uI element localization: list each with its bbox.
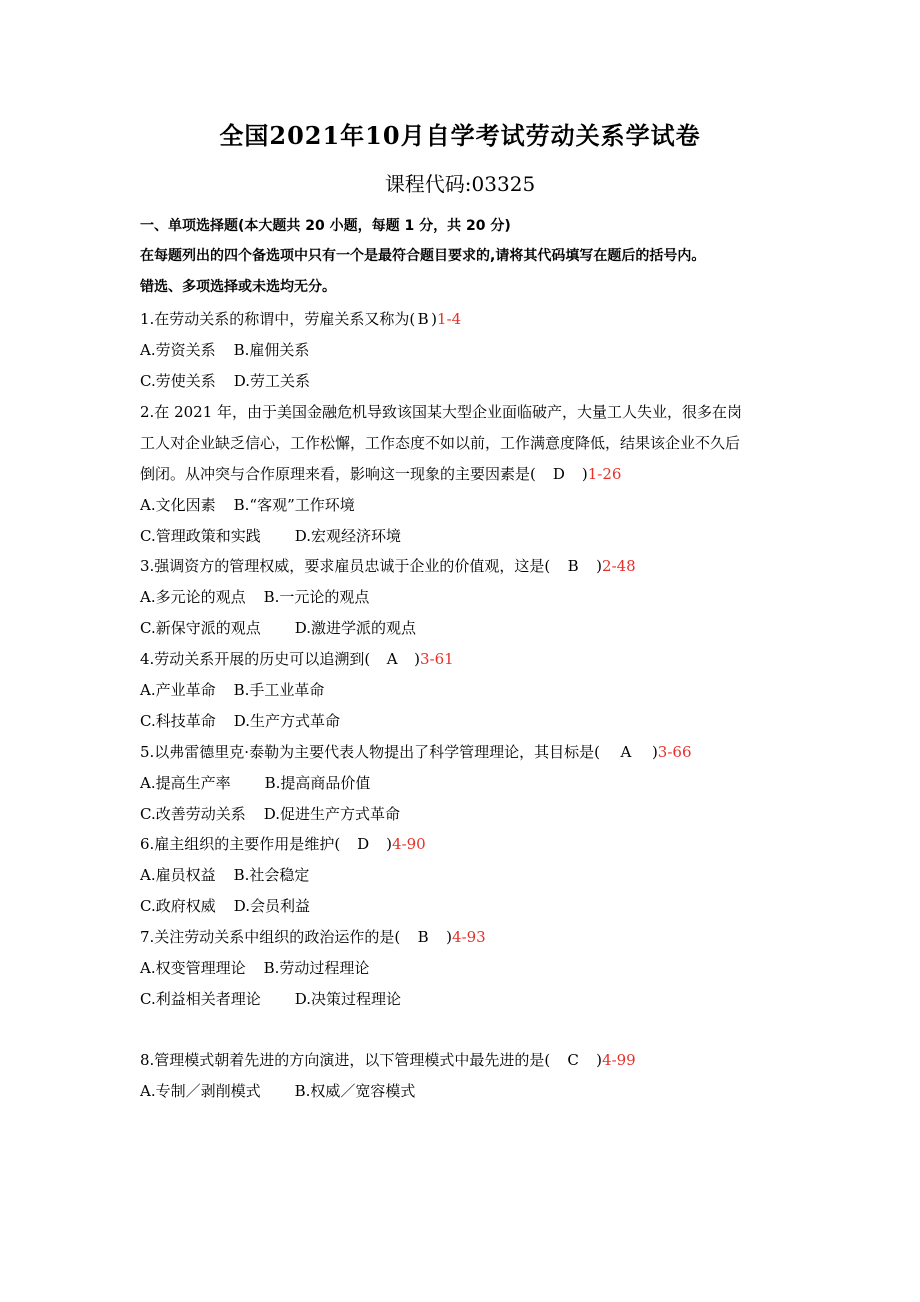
- page-reference: 4-90: [392, 835, 426, 853]
- answer-letter: D: [552, 465, 565, 483]
- page-reference: 2-48: [602, 557, 636, 575]
- question-1-stem: 1.在劳动关系的称谓中，劳雇关系又称为( B )1-4: [140, 310, 462, 328]
- question-4-options-cd: C.科技革命 D.生产方式革命: [140, 712, 340, 730]
- answer-letter: B: [417, 310, 429, 328]
- question-2-stem-line-2: 工人对企业缺乏信心，工作松懈，工作态度不如以前，工作满意度降低，结果该企业不久后: [140, 434, 741, 452]
- question-8-options-ab: A.专制／剥削模式 B.权威／宽容模式: [140, 1082, 416, 1100]
- answer-letter: B: [417, 928, 429, 946]
- question-7-options-ab: A.权变管理理论 B.劳动过程理论: [140, 959, 370, 977]
- question-1-options-cd: C.劳使关系 D.劳工关系: [140, 372, 310, 390]
- question-7-stem: 7.关注劳动关系中组织的政治运作的是( B )4-93: [140, 928, 486, 946]
- question-1-options-ab: A.劳资关系 B.雇佣关系: [140, 341, 310, 359]
- question-2-options-cd: C.管理政策和实践 D.宏观经济环境: [140, 527, 401, 545]
- page-reference: 1-26: [587, 465, 622, 483]
- question-3-options-ab: A.多元论的观点 B.一元论的观点: [140, 588, 370, 606]
- question-5-options-cd: C.改善劳动关系 D.促进生产方式革命: [140, 805, 400, 823]
- page-reference: 3-61: [420, 650, 454, 668]
- question-2-options-ab: A.文化因素 B.“客观”工作环境: [140, 496, 355, 514]
- question-7-options-cd: C.利益相关者理论 D.决策过程理论: [140, 990, 401, 1008]
- answer-letter: D: [357, 835, 370, 853]
- question-4-stem: 4.劳动关系开展的历史可以追溯到( A )3-61: [140, 650, 454, 668]
- question-3-options-cd: C.新保守派的观点 D.激进学派的观点: [140, 619, 416, 637]
- question-2-stem: 倒闭。从冲突与合作原理来看，影响这一现象的主要因素是( D )1-26: [140, 465, 622, 483]
- question-3-stem: 3.强调资方的管理权威，要求雇员忠诚于企业的价值观，这是( B )2-48: [140, 557, 636, 575]
- section-heading: 一、单项选择题(本大题共 20 小题，每题 1 分，共 20 分): [140, 218, 511, 234]
- page-reference: 1-4: [437, 310, 462, 328]
- instruction-line-2: 错选、多项选择或未选均无分。: [140, 279, 336, 295]
- question-6-stem: 6.雇主组织的主要作用是维护( D )4-90: [140, 835, 426, 853]
- question-6-options-cd: C.政府权威 D.会员利益: [140, 897, 310, 915]
- answer-letter: A: [620, 743, 632, 761]
- question-2-stem-line-1: 2.在 2021 年，由于美国金融危机导致该国某大型企业面临破产，大量工人失业，很多在岗: [140, 403, 743, 421]
- question-5-options-ab: A.提高生产率 B.提高商品价值: [140, 774, 371, 792]
- course-code: 课程代码:03325: [384, 172, 536, 196]
- answer-letter: B: [567, 557, 579, 575]
- question-4-options-ab: A.产业革命 B.手工业革命: [140, 681, 325, 699]
- page-reference: 4-93: [452, 928, 486, 946]
- question-6-options-ab: A.雇员权益 B.社会稳定: [140, 866, 310, 884]
- answer-letter: C: [567, 1051, 579, 1069]
- question-8-stem: 8.管理模式朝着先进的方向演进，以下管理模式中最先进的是( C )4-99: [140, 1051, 636, 1069]
- page-reference: 3-66: [657, 743, 692, 761]
- question-5-stem: 5.以弗雷德里克·泰勒为主要代表人物提出了科学管理理论，其目标是( A )3-66: [140, 743, 692, 761]
- page-reference: 4-99: [602, 1051, 636, 1069]
- instruction-line-1: 在每题列出的四个备选项中只有一个是最符合题目要求的,请将其代码填写在题后的括号内。: [140, 248, 706, 264]
- exam-title: 全国2021年10月自学考试劳动关系学试卷: [219, 121, 701, 150]
- answer-letter: A: [386, 650, 398, 668]
